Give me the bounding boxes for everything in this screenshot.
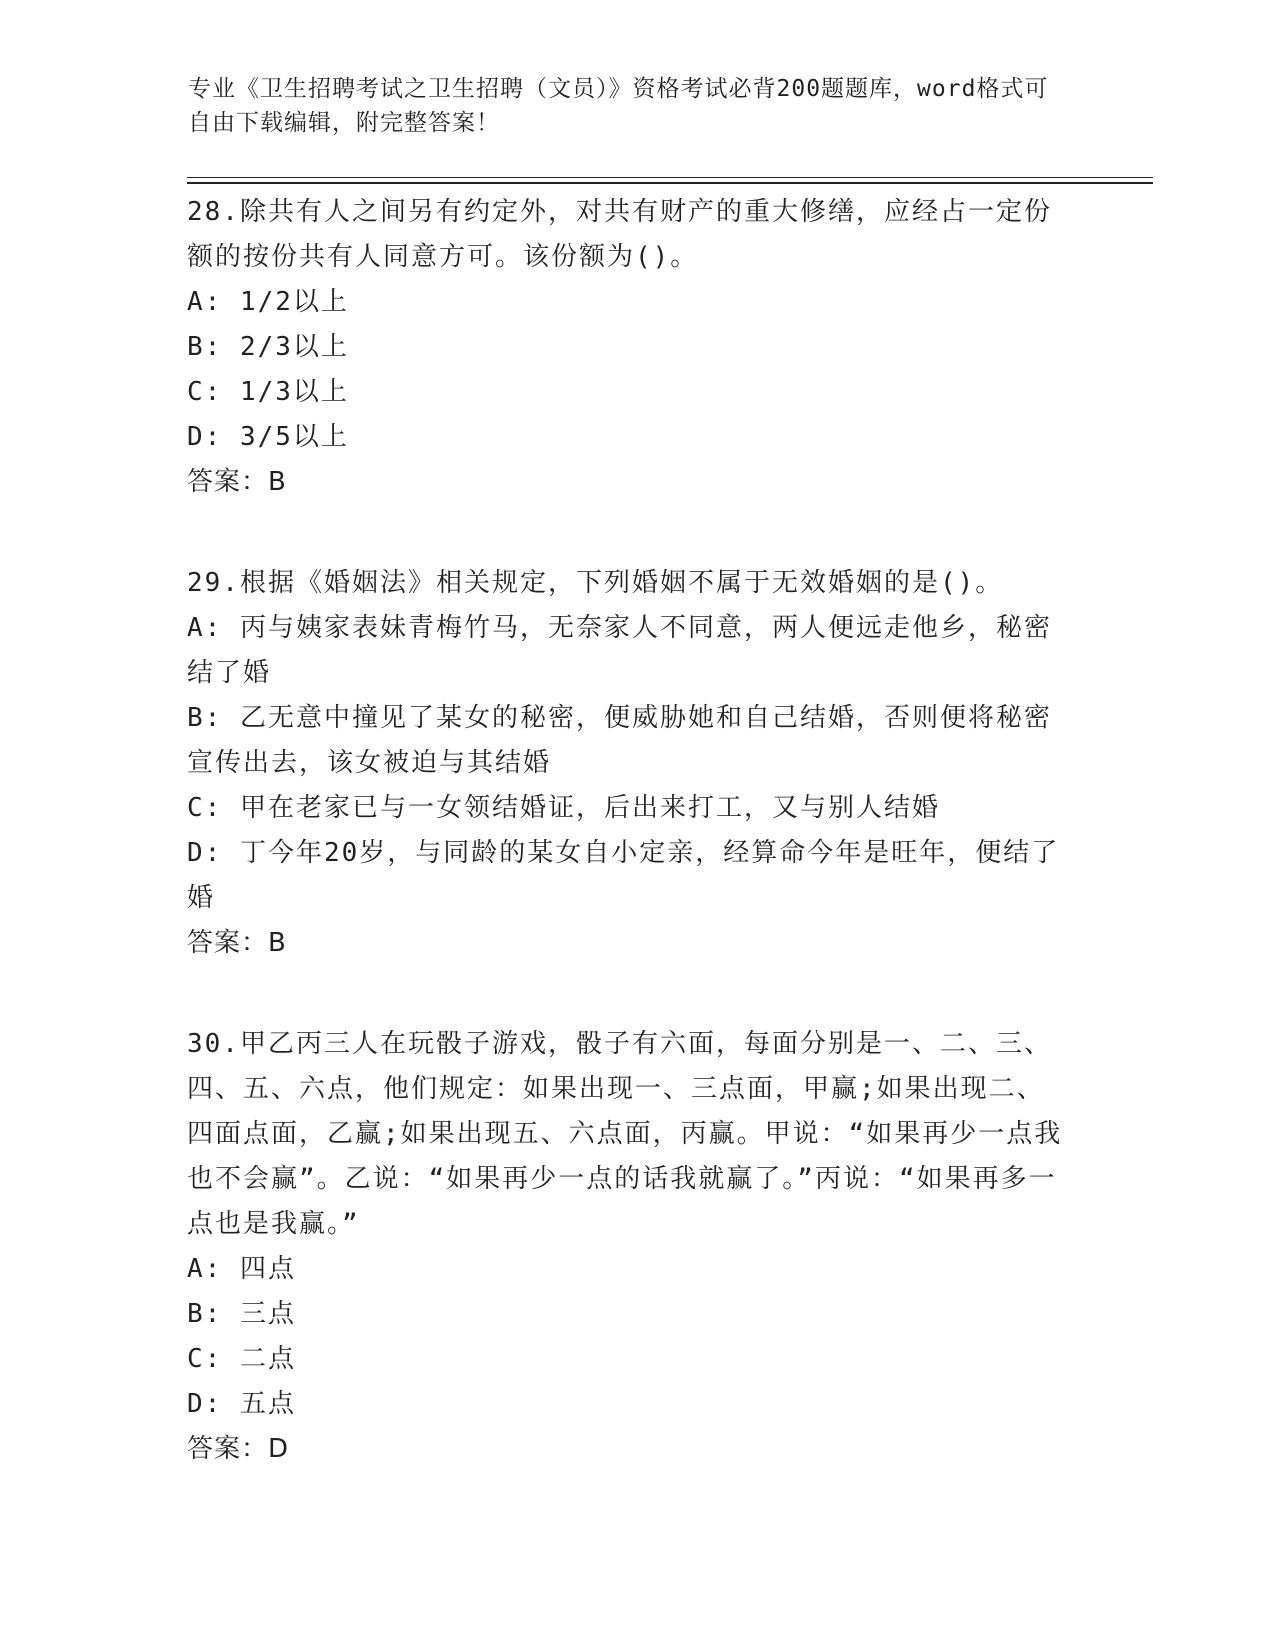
question-text: 29.根据《婚姻法》相关规定，下列婚姻不属于无效婚姻的是()。 <box>187 568 1004 598</box>
option-c: C: 甲在老家已与一女领结婚证，后出来打工，又与别人结婚 <box>187 793 940 823</box>
answer-line: 答案：D <box>187 1434 290 1464</box>
header-divider-thick <box>187 182 1153 184</box>
option-a: A: 丙与姨家表妹青梅竹马，无奈家人不同意，两人便远走他乡，秘密结了婚 <box>187 613 1052 688</box>
question-29 <box>187 561 1067 966</box>
option-a: A: 1/2以上 <box>187 287 349 317</box>
question-30 <box>187 1022 1067 1472</box>
question-text: 30.甲乙丙三人在玩骰子游戏，骰子有六面，每面分别是一、二、三、四、五、六点，他们规定：如果出现一、三点面，甲赢;如果出现二、四面点面，乙赢;如果出现五、六点面，丙赢。甲说：“如果再少一点我也不会赢”。乙说：“如果再少一点的话我就赢了。”丙说：“如果再多一点也是我赢。” <box>187 1029 1063 1239</box>
question-list <box>187 190 1067 1528</box>
document-header: 专业《卫生招聘考试之卫生招聘（文员）》资格考试必背200题题库，word格式可自由下载编辑，附完整答案！ <box>188 76 1049 136</box>
answer-line: 答案：B <box>187 467 287 497</box>
option-b: B: 乙无意中撞见了某女的秘密，便威胁她和自己结婚，否则便将秘密宣传出去，该女被迫与其结婚 <box>187 703 1052 778</box>
option-a: A: 四点 <box>187 1254 296 1284</box>
option-d: D: 五点 <box>187 1389 296 1419</box>
option-b: B: 2/3以上 <box>187 332 349 362</box>
option-b: B: 三点 <box>187 1299 296 1329</box>
answer-line: 答案：B <box>187 928 287 958</box>
option-d: D: 丁今年20岁，与同龄的某女自小定亲，经算命今年是旺年，便结了婚 <box>187 838 1060 913</box>
question-28 <box>187 190 1067 505</box>
question-text: 28.除共有人之间另有约定外，对共有财产的重大修缮，应经占一定份额的按份共有人同意方可。该份额为()。 <box>187 197 1052 272</box>
option-c: C: 二点 <box>187 1344 296 1374</box>
option-c: C: 1/3以上 <box>187 377 349 407</box>
option-d: D: 3/5以上 <box>187 422 349 452</box>
header-divider-thin <box>187 177 1153 178</box>
